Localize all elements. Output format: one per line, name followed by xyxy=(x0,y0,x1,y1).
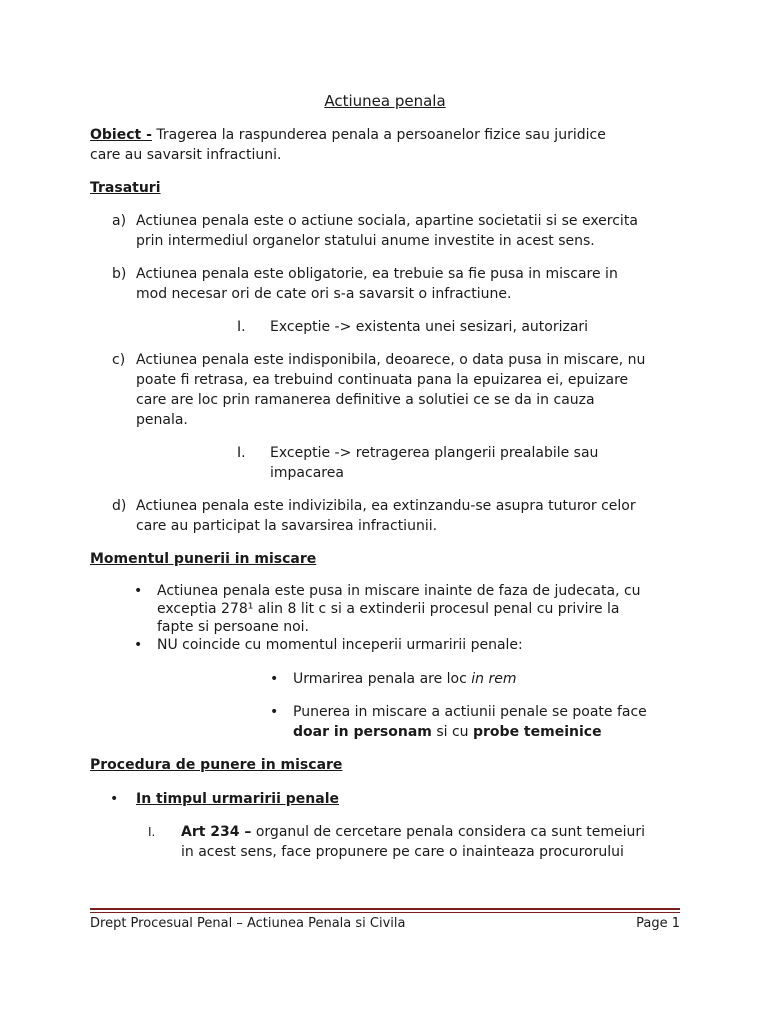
sub-item-line: impacarea xyxy=(270,465,344,481)
bullet-line: Actiunea penala este pusa in miscare inainte de faza de judecata, cu xyxy=(157,583,641,599)
list-marker: c) xyxy=(112,352,126,368)
item-line: care au participat la savarsirea infractiunii. xyxy=(136,518,438,534)
item-line: poate fi retrasa, ea trebuind continuata pana la epuizarea ei, epuizare xyxy=(136,372,629,388)
page-number: Page 1 xyxy=(636,916,680,931)
document-page xyxy=(90,0,680,1024)
item-line: prin intermediul organelor statului anume investite in acest sens. xyxy=(136,233,595,249)
bullet-dot-icon: • xyxy=(110,791,119,807)
bullet-line: exceptia 278¹ alin 8 lit c si a extinderii procesul penal cu privire la xyxy=(157,601,620,617)
sub-item-line: Exceptie -> retragerea plangerii prealabile sau xyxy=(270,445,599,461)
procedura-bullet-text: In timpul urmaririi penale xyxy=(136,791,339,807)
procedura-item-line2: in acest sens, face propunere pe care o inainteaza procurorului xyxy=(181,844,624,860)
list-marker: a) xyxy=(112,213,127,229)
sub-bullet-bold2: probe temeinice xyxy=(473,724,602,740)
sub-bullet-mid: si cu xyxy=(431,724,473,740)
sub-list-marker: I. xyxy=(237,319,246,335)
item-line: Actiunea penala este obligatorie, ea trebuie sa fie pusa in miscare in xyxy=(136,266,618,282)
trasaturi-heading: Trasaturi xyxy=(90,180,161,196)
footer-title: Drept Procesual Penal – Actiunea Penala si Civila xyxy=(90,916,406,931)
procedura-heading: Procedura de punere in miscare xyxy=(90,757,343,773)
sub-bullet-bold1: doar in personam xyxy=(293,724,432,740)
bullet-dot-icon: • xyxy=(134,583,143,599)
procedura-item-line1: organul de cercetare penala considera ca sunt temeiuri xyxy=(251,824,646,840)
bullet-dot-icon: • xyxy=(270,704,279,720)
sub-list-marker: I. xyxy=(237,445,246,461)
item-line: penala. xyxy=(136,412,188,428)
item-line: Actiunea penala este o actiune sociala, apartine societatii si se exercita xyxy=(136,213,638,229)
item-line: Actiunea penala este indivizibila, ea extinzandu-se asupra tuturor celor xyxy=(136,498,636,514)
procedura-item-bold: Art 234 – xyxy=(181,824,252,840)
obiect-text-line1: Tragerea la raspunderea penala a persoanelor fizice sau juridice xyxy=(156,127,606,143)
obiect-label: Obiect - xyxy=(90,127,152,143)
bullet-dot-icon: • xyxy=(270,671,279,687)
list-marker: d) xyxy=(112,498,127,514)
sub-bullet-line1: Punerea in miscare a actiunii penale se poate face xyxy=(293,704,647,720)
obiect-text-line2: care au savarsit infractiuni. xyxy=(90,147,282,163)
item-line: Actiunea penala este indisponibila, deoarece, o data pusa in miscare, nu xyxy=(136,352,646,368)
item-line: care are loc prin ramanerea definitive a solutiei ce se da in cauza xyxy=(136,392,595,408)
sub-bullet-italic: in rem xyxy=(471,671,517,687)
sub-list-marker: I. xyxy=(148,825,156,839)
document-title: Actiunea penala xyxy=(324,92,446,110)
momentul-heading: Momentul punerii in miscare xyxy=(90,551,317,567)
list-marker: b) xyxy=(112,266,127,282)
footer-divider xyxy=(90,908,680,913)
sub-item-line: Exceptie -> existenta unei sesizari, autorizari xyxy=(270,319,589,335)
item-line: mod necesar ori de cate ori s-a savarsit o infractiune. xyxy=(136,286,512,302)
sub-bullet-text: Urmarirea penala are loc xyxy=(293,671,472,687)
bullet-line: NU coincide cu momentul inceperii urmaririi penale: xyxy=(157,637,523,653)
bullet-line: fapte si persoane noi. xyxy=(157,619,309,635)
bullet-dot-icon: • xyxy=(134,637,143,653)
obiect-paragraph xyxy=(90,125,678,165)
